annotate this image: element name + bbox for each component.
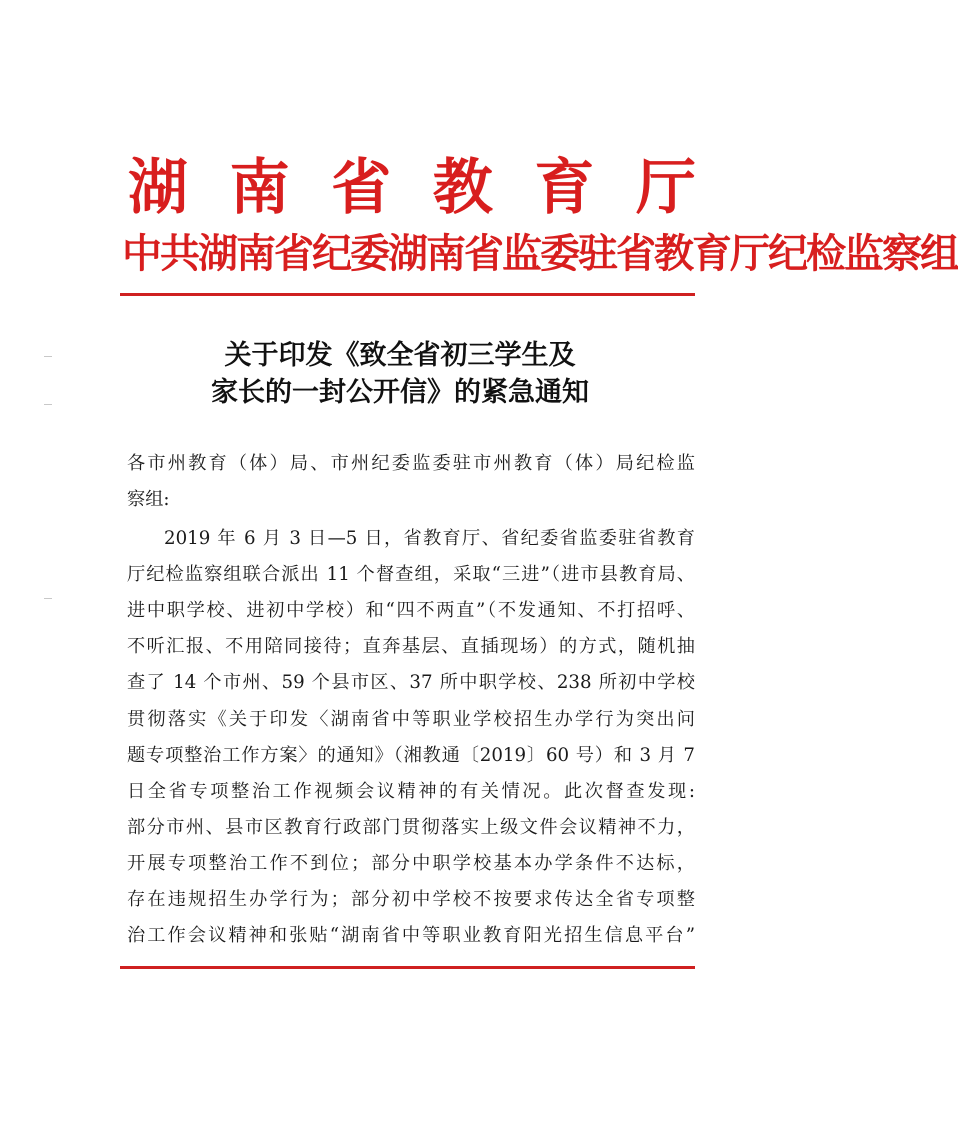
margin-mark <box>44 404 52 405</box>
letterhead-org-secondary: 中共湖南省纪委湖南省监委驻省教育厅纪检监察组 <box>122 230 958 277</box>
paragraph-line: 不听汇报、不用陪同接待；直奔基层、直插现场）的方式，随机抽 <box>127 636 695 657</box>
letterhead-top-divider <box>120 293 695 296</box>
letterhead-char: 教 <box>432 153 493 223</box>
salutation-line: 察组: <box>127 489 170 510</box>
paragraph-line: 进中职学校、进初中学校）和“四不两直”（不发通知、不打招呼、 <box>127 600 695 621</box>
paragraph-line: 部分市州、县市区教育行政部门贯彻落实上级文件会议精神不力， <box>127 817 695 838</box>
paragraph-line: 日全省专项整治工作视频会议精神的有关情况。此次督查发现: <box>127 781 695 802</box>
letterhead-char: 南 <box>229 153 290 223</box>
paragraph-line: 题专项整治工作方案〉的通知》（湘教通〔2019〕60 号）和 3 月 7 <box>127 745 695 766</box>
page-bottom-divider <box>120 966 695 969</box>
paragraph-line: 治工作会议精神和张贴“湖南省中等职业教育阳光招生信息平台” <box>127 925 695 946</box>
letterhead-char: 厅 <box>635 153 696 223</box>
letterhead-char: 湖 <box>128 153 188 223</box>
letterhead-char: 省 <box>331 153 392 223</box>
document-title-line1: 关于印发《致全省初三学生及 <box>224 340 576 371</box>
paragraph-line: 开展专项整治工作不到位；部分中职学校基本办学条件不达标， <box>127 853 695 874</box>
paragraph-line: 查了 14 个市州、59 个县市区、37 所中职学校、238 所初中学校 <box>127 672 695 693</box>
letterhead-char: 育 <box>534 153 595 223</box>
paragraph-line: 贯彻落实《关于印发〈湖南省中等职业学校招生办学行为突出问 <box>127 709 695 730</box>
letterhead-org-primary <box>128 152 696 224</box>
paragraph-line: 2019 年 6 月 3 日—5 日，省教育厅、省纪委省监委驻省教育 <box>164 528 695 549</box>
paragraph-line: 厅纪检监察组联合派出 11 个督查组，采取“三进”（进市县教育局、 <box>127 564 695 585</box>
document-title-line2: 家长的一封公开信》的紧急通知 <box>211 377 589 408</box>
paragraph-line: 存在违规招生办学行为；部分初中学校不按要求传达全省专项整 <box>127 889 695 910</box>
margin-mark <box>44 356 52 357</box>
margin-mark <box>44 598 52 599</box>
salutation-line: 各市州教育（体）局、市州纪委监委驻市州教育（体）局纪检监 <box>127 453 695 474</box>
